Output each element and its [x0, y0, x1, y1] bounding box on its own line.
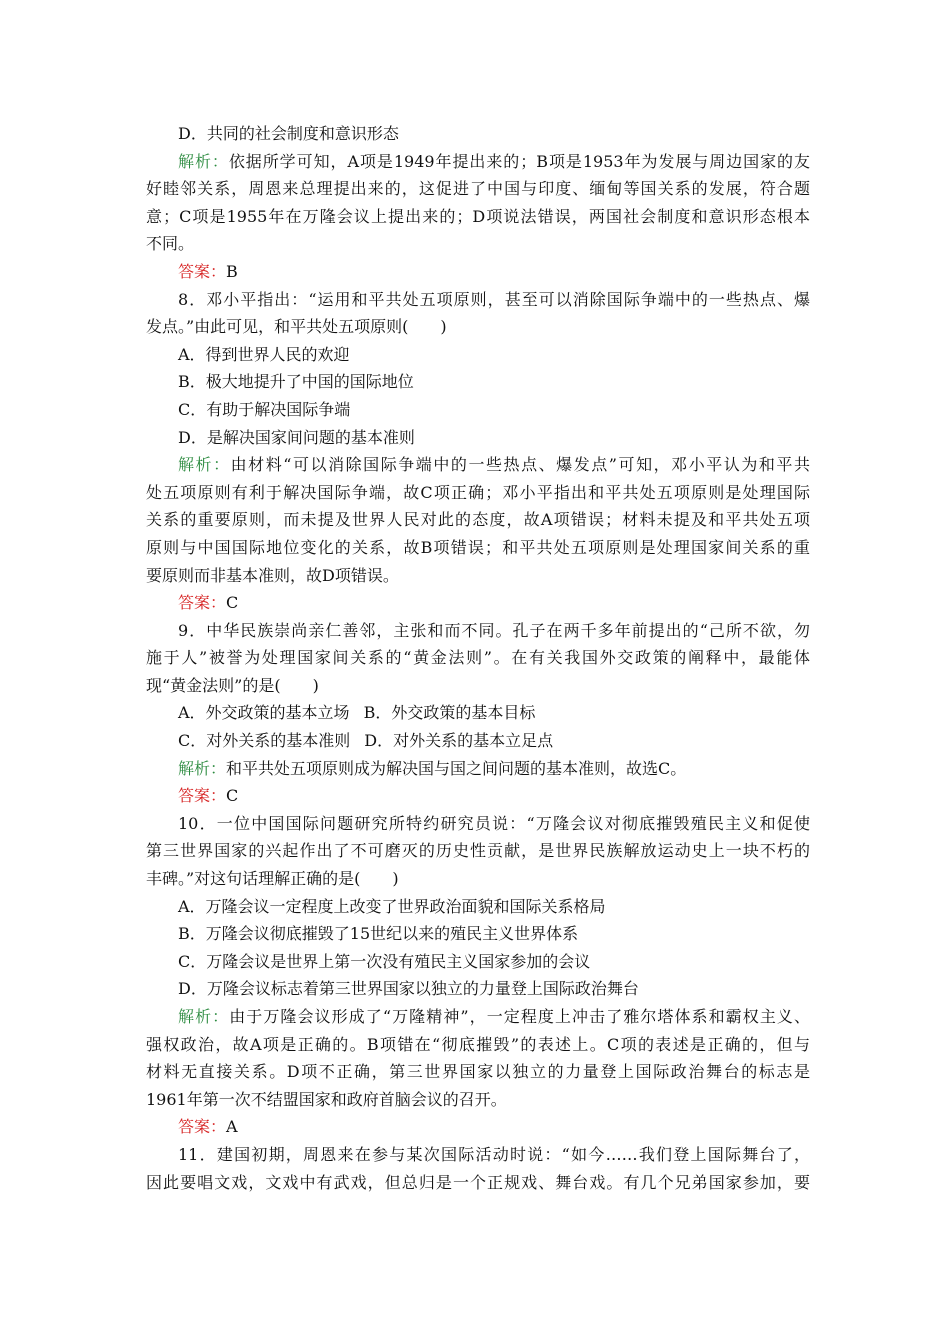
q8-analysis-line: [146, 451, 810, 479]
q8-analysis-text: 由材料“可以消除国际争端中的一些热点、爆发点”可知，邓小平认为和平共: [230, 455, 810, 475]
q10-answer-line: [146, 1113, 810, 1141]
q10-analysis-line: 材料无直接关系。D项不正确，第三世界国家以独立的力量登上国际政治舞台的标志是: [146, 1062, 810, 1082]
q10-stem-line: 10．一位中国国际问题研究所特约研究员说：“万隆会议对彻底摧毁殖民主义和促使: [178, 813, 810, 833]
q9-option-a: A．外交政策的基本立场: [178, 703, 350, 723]
q7-answer-line: [146, 258, 810, 286]
q9-option-c: C．对外关系的基本准则: [178, 731, 351, 751]
q9-analysis-line: [146, 755, 810, 783]
q10-option-d: D．万隆会议标志着第三世界国家以独立的力量登上国际政治舞台: [178, 979, 639, 999]
q10-option-a: A．万隆会议一定程度上改变了世界政治面貌和国际关系格局: [178, 896, 606, 916]
analysis-label: 解析：: [178, 1007, 230, 1026]
q10-analysis-line: [146, 1003, 810, 1031]
answer-label: 答案：: [178, 786, 227, 806]
q8-stem-line: 发点。”由此可见，和平共处五项原则( ): [146, 317, 447, 337]
q8-stem-line: 8．邓小平指出：“运用和平共处五项原则，甚至可以消除国际争端中的一些热点、爆: [178, 289, 810, 309]
q8-option-c: C．有助于解决国际争端: [178, 399, 351, 419]
q10-option-b: B．万隆会议彻底摧毁了15世纪以来的殖民主义世界体系: [178, 924, 579, 944]
document-body: [146, 120, 810, 1196]
q10-option-c: C．万隆会议是世界上第一次没有殖民主义国家参加的会议: [178, 951, 591, 971]
q8-analysis-line: 要原则而非基本准则，故D项错误。: [146, 565, 399, 585]
q7-analysis-text: 依据所学可知，A项是1949年提出来的；B项是1953年为发展与周边国家的友: [228, 151, 810, 171]
q8-answer-line: [146, 589, 810, 617]
q9-answer-line: [146, 782, 810, 810]
q9-options-row: [146, 699, 810, 727]
q9-option-b: B．外交政策的基本目标: [363, 703, 536, 723]
q10-analysis-line: 1961年第一次不结盟国家和政府首脑会议的召开。: [146, 1089, 507, 1109]
q10-analysis-text: 由于万隆会议形成了“万隆精神”，一定程度上冲击了雅尔塔体系和霸权主义、: [229, 1007, 810, 1026]
q7-answer: B: [226, 261, 238, 281]
q8-analysis-line: 处五项原则有利于解决国际争端，故C项正确；邓小平指出和平共处五项原则是处理国际: [146, 482, 810, 502]
q9-option-d: D．对外关系的基本立足点: [364, 731, 554, 751]
q7-analysis-line: 好睦邻关系，周恩来总理提出来的，这促进了中国与印度、缅甸等国关系的发展，符合题: [146, 179, 810, 199]
q8-option-d: D．是解决国家间问题的基本准则: [178, 427, 415, 447]
q11-stem-line: 11．建国初期，周恩来在参与某次国际活动时说：“如今……我们登上国际舞台了，: [178, 1144, 810, 1164]
q9-stem-line: 9．中华民族崇尚亲仁善邻，主张和而不同。孔子在两千多年前提出的“己所不欲，勿: [178, 620, 810, 640]
q8-analysis-line: 关系的重要原则，而未提及世界人民对此的态度，故A项错误；材料未提及和平共处五项: [146, 510, 810, 530]
q10-analysis-line: 强权政治，故A项是正确的。B项错在“彻底摧毁”的表述上。C项的表述是正确的，但与: [146, 1034, 810, 1054]
q9-options-row: [146, 727, 810, 755]
q11-stem-line: 因此要唱文戏，文戏中有武戏，但总归是一个正规戏、舞台戏。有几个兄弟国家参加，要: [146, 1172, 810, 1192]
q9-stem-line: 现“黄金法则”的是( ): [146, 675, 319, 695]
q9-stem-line: 施于人”被誉为处理国家间关系的“黄金法则”。在有关我国外交政策的阐释中，最能体: [146, 648, 810, 668]
q8-option-a: A．得到世界人民的欢迎: [178, 344, 350, 364]
answer-label: 答案：: [178, 593, 227, 613]
q7-analysis-line: [146, 148, 810, 176]
q7-analysis-line: 意；C项是1955年在万隆会议上提出来的；D项说法错误，两国社会制度和意识形态根本: [146, 206, 810, 226]
q10-stem-line: 丰碑。”对这句话理解正确的是( ): [146, 869, 399, 889]
q10-stem-line: 第三世界国家的兴起作出了不可磨灭的历史性贡献，是世界民族解放运动史上一块不朽的: [146, 841, 810, 861]
q7-analysis-line: 不同。: [146, 234, 195, 254]
q9-analysis-text: 和平共处五项原则成为解决国与国之间问题的基本准则，故选C。: [226, 758, 687, 778]
q8-option-b: B．极大地提升了中国的国际地位: [178, 372, 414, 392]
analysis-label: 解析：: [178, 151, 229, 171]
q8-answer: C: [226, 593, 239, 613]
answer-label: 答案：: [178, 261, 227, 281]
answer-label: 答案：: [178, 1117, 227, 1137]
q10-answer: A: [226, 1117, 238, 1137]
q8-analysis-line: 原则与中国国际地位变化的关系，故B项错误；和平共处五项原则是处理国家间关系的重: [146, 537, 810, 557]
analysis-label: 解析：: [178, 758, 227, 778]
q9-answer: C: [226, 786, 239, 806]
q7-option-d: D．共同的社会制度和意识形态: [178, 124, 399, 143]
analysis-label: 解析：: [178, 455, 231, 475]
